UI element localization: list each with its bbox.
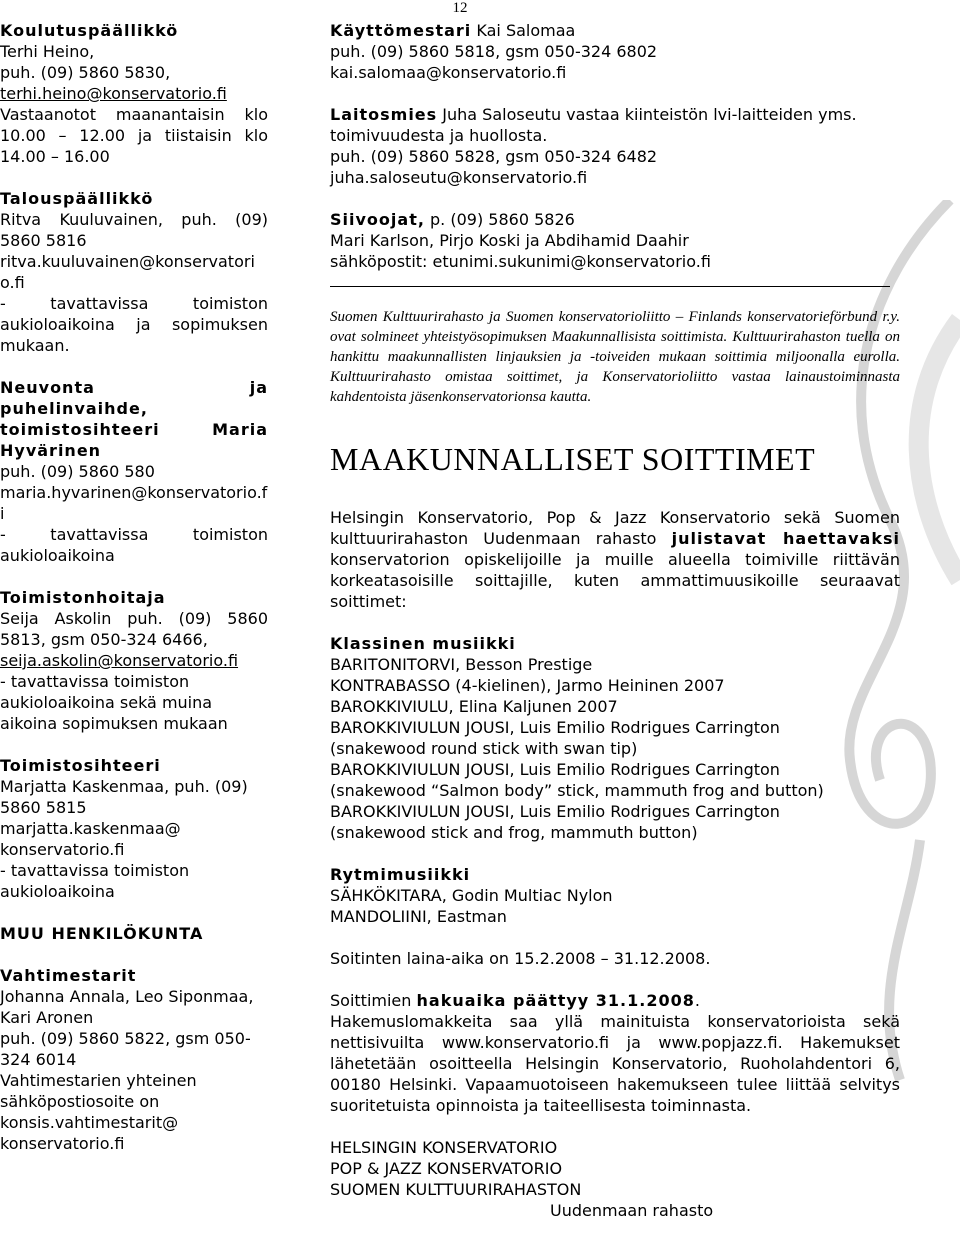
intro-text-c: konservatorion opiskelijoille ja muille alueella toimiville riittävän korkeatasoisille soittajille, kuten ammattimuusikoille seuraavat soittimet:	[330, 550, 900, 611]
vahti-names: Johanna Annala, Leo Siponmaa, Kari Aronen	[0, 987, 254, 1027]
koulutus-name: Terhi Heino,	[0, 42, 95, 61]
koulutus-phone: puh. (09) 5860 5830,	[0, 63, 171, 82]
vahti-email: konsis.vahtimestarit@ konservatorio.fi	[0, 1113, 179, 1153]
sihteeri-email: marjatta.kaskenmaa@ konservatorio.fi	[0, 819, 181, 859]
hakemus-paragraph: Hakemuslomakkeita saa yllä mainituista konservatorioista sekä nettisivuilta www.konservatorio.fi ja www.popjazz.fi. Hakemukset lähetetään osoitteella Helsingin Konservatorio, Ruoholahdentori 6, 00180 Helsinki. Vapaamuotoiseen hakemukseen tulee liittää selvitys suoritetuista opinnoista ja taiteellisesta toiminnasta.	[330, 1012, 900, 1115]
footer-line-3: SUOMEN KULTTUURIRAHASTON	[330, 1180, 582, 1199]
kaytto-name: Kai Salomaa	[476, 21, 576, 40]
hoitaja-heading: Toimistonhoitaja	[0, 588, 166, 607]
instrument-item: (snakewood “Salmon body” stick, mammuth frog and button)	[330, 781, 824, 800]
neuvonta-note: - tavattavissa toimiston aukioloaikoina	[0, 525, 268, 565]
hoitaja-text: Seija Askolin puh. (09) 5860 5813, gsm 050-324 6466,	[0, 609, 268, 649]
laitos-phone: puh. (09) 5860 5828, gsm 050-324 6482	[330, 147, 658, 166]
intro-paragraph	[330, 507, 900, 612]
intro-text-bold: julistavat haettavaksi	[671, 529, 900, 548]
talous-text: Ritva Kuuluvainen, puh. (09) 5860 5816	[0, 210, 268, 250]
laitos-heading: Laitosmies	[330, 105, 438, 124]
footer-line-1: HELSINGIN KONSERVATORIO	[330, 1138, 558, 1157]
koulutus-note: Vastaanotot maanantaisin klo 10.00 – 12.00 ja tiistaisin klo 14.00 – 16.00	[0, 105, 268, 166]
footer-line-2: POP & JAZZ KONSERVATORIO	[330, 1159, 563, 1178]
instrument-item: KONTRABASSO (4-kielinen), Jarmo Heininen 2007	[330, 676, 725, 695]
kaytto-email: kai.salomaa@konservatorio.fi	[330, 63, 567, 82]
vahti-note: Vahtimestarien yhteinen sähköpostiosoite on	[0, 1071, 197, 1111]
siivo-email: sähköpostit: etunimi.sukunimi@konservatorio.fi	[330, 252, 711, 271]
laina-aika-text: Soitinten laina-aika on 15.2.2008 – 31.12.2008.	[330, 949, 711, 968]
talous-note: - tavattavissa toimiston aukioloaikoina ja sopimuksen mukaan.	[0, 294, 268, 355]
instrument-item: (snakewood round stick with swan tip)	[330, 739, 638, 758]
muu-heading: MUU HENKILÖKUNTA	[0, 924, 204, 943]
sihteeri-note: - tavattavissa toimiston aukioloaikoina	[0, 861, 190, 901]
hakuaika-text-c: .	[694, 991, 700, 1010]
laitos-text: Juha Saloseutu vastaa kiinteistön lvi-laitteiden yms. toimivuudesta ja huollosta.	[330, 105, 857, 145]
instrument-item: BAROKKIVIULUN JOUSI, Luis Emilio Rodrigues Carrington	[330, 718, 780, 737]
neuvonta-heading: Neuvonta ja puhelinvaihde, toimistosihteeri Maria Hyvärinen	[0, 378, 268, 460]
instrument-item: BARITONITORVI, Besson Prestige	[330, 655, 593, 674]
sihteeri-heading: Toimistosihteeri	[0, 756, 161, 775]
hakuaika-text-bold: hakuaika päättyy 31.1.2008	[416, 991, 695, 1010]
koulutus-heading: Koulutuspäällikkö	[0, 21, 179, 40]
page-number: 12	[452, 0, 468, 16]
instrument-item: SÄHKÖKITARA, Godin Multiac Nylon	[330, 886, 613, 905]
talous-email: ritva.kuuluvainen@konservatorio.fi	[0, 252, 255, 292]
neuvonta-phone: puh. (09) 5860 580	[0, 462, 155, 481]
vahti-phone: puh. (09) 5860 5822, gsm 050-324 6014	[0, 1029, 251, 1069]
kulttuurirahasto-italic-paragraph: Suomen Kulttuurirahasto ja Suomen konservatorioliitto – Finlands konservatorieförbund r.y. ovat solmineet yhteistyösopimuksen Maakunnallisista soittimista. Kulttuurirahaston tuella on hankittu maakunnallisten linjauksien ja -toiveiden mukaan soittimia miljoonalla eurolla. Kulttuurirahasto omistaa soittimet, ja Konservatorioliitto vastaa lainaustoiminnasta kahdentoista jäsenkonservatorionsa kautta.	[330, 309, 900, 405]
instrument-item: (snakewood stick and frog, mammuth button)	[330, 823, 698, 842]
laitos-email: juha.saloseutu@konservatorio.fi	[330, 168, 588, 187]
hoitaja-note: - tavattavissa toimiston aukioloaikoina sekä muina aikoina sopimuksen mukaan	[0, 672, 228, 733]
koulutus-email-link[interactable]: terhi.heino@konservatorio.fi	[0, 84, 227, 103]
right-column	[330, 20, 930, 1221]
divider-line	[330, 286, 890, 287]
hoitaja-email-link[interactable]: seija.askolin@konservatorio.fi	[0, 651, 239, 670]
siivo-heading: Siivoojat,	[330, 210, 425, 229]
rytmi-heading: Rytmimusiikki	[330, 865, 471, 884]
instrument-item: MANDOLIINI, Eastman	[330, 907, 507, 926]
kaytto-phone: puh. (09) 5860 5818, gsm 050-324 6802	[330, 42, 658, 61]
intro-text-a: Helsingin Konservatorio, Pop & Jazz Konservatorio sekä Suomen kulttuurirahaston Uudenmaan rahasto	[330, 508, 900, 548]
neuvonta-email: maria.hyvarinen@konservatorio.fi	[0, 483, 268, 523]
kaytto-heading: Käyttömestari	[330, 21, 472, 40]
klassinen-heading: Klassinen musiikki	[330, 634, 516, 653]
instrument-item: BAROKKIVIULUN JOUSI, Luis Emilio Rodrigues Carrington	[330, 760, 780, 779]
vahti-heading: Vahtimestarit	[0, 966, 137, 985]
instrument-item: BAROKKIVIULU, Elina Kaljunen 2007	[330, 697, 618, 716]
hakuaika-line	[330, 990, 930, 1011]
hakuaika-text-a: Soittimien	[330, 991, 412, 1010]
siivo-phone: p. (09) 5860 5826	[430, 210, 575, 229]
sihteeri-text: Marjatta Kaskenmaa, puh. (09) 5860 5815	[0, 777, 248, 817]
instrument-item: BAROKKIVIULUN JOUSI, Luis Emilio Rodrigues Carrington	[330, 802, 780, 821]
left-column	[0, 20, 268, 1154]
talous-heading: Talouspäällikkö	[0, 189, 154, 208]
siivo-names: Mari Karlson, Pirjo Koski ja Abdihamid Daahir	[330, 231, 689, 250]
footer-line-4: Uudenmaan rahasto	[550, 1201, 714, 1220]
section-title: MAAKUNNALLISET SOITTIMET	[330, 441, 816, 477]
